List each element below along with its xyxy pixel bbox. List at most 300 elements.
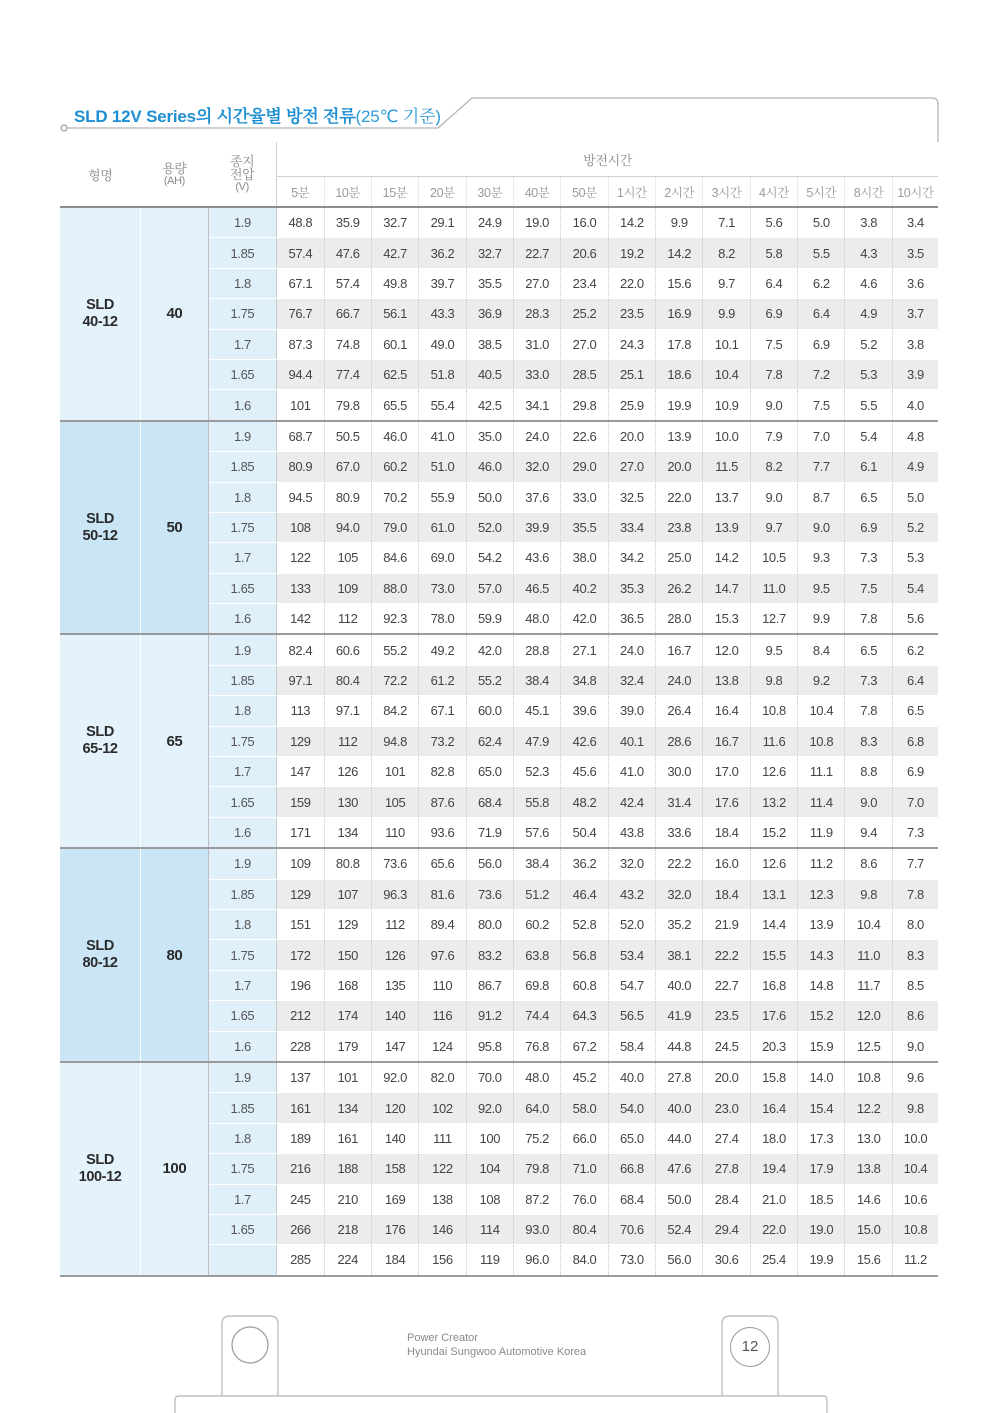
current-value-cell: 65.0 [466, 757, 513, 787]
current-value-cell: 216 [277, 1154, 324, 1184]
current-value-cell: 70.0 [466, 1062, 513, 1093]
current-value-cell: 28.6 [656, 726, 703, 756]
current-value-cell: 245 [277, 1184, 324, 1214]
current-value-cell: 43.8 [608, 817, 655, 848]
current-value-cell: 4.0 [892, 390, 938, 421]
current-value-cell: 8.2 [703, 238, 750, 268]
current-value-cell: 40.0 [656, 970, 703, 1000]
current-value-cell: 32.7 [371, 207, 418, 238]
capacity-cell: 40 [141, 207, 209, 421]
end-voltage-cell [208, 1245, 277, 1276]
end-voltage-cell: 1.8 [208, 482, 277, 512]
current-value-cell: 9.9 [798, 604, 845, 635]
current-value-cell: 9.8 [750, 665, 797, 695]
current-value-cell: 13.2 [750, 787, 797, 817]
current-value-cell: 48.8 [277, 207, 324, 238]
current-value-cell: 29.4 [703, 1214, 750, 1244]
current-value-cell: 73.2 [419, 726, 466, 756]
current-value-cell: 84.0 [561, 1245, 608, 1276]
current-value-cell: 80.4 [324, 665, 371, 695]
current-value-cell: 15.6 [656, 268, 703, 298]
current-value-cell: 34.1 [513, 390, 560, 421]
current-value-cell: 67.1 [277, 268, 324, 298]
current-value-cell: 126 [324, 757, 371, 787]
current-value-cell: 37.6 [513, 482, 560, 512]
current-value-cell: 24.0 [656, 665, 703, 695]
current-value-cell: 61.2 [419, 665, 466, 695]
current-value-cell: 38.4 [513, 848, 560, 879]
current-value-cell: 35.5 [561, 512, 608, 542]
time-header-cell: 20분 [419, 177, 466, 208]
current-value-cell: 138 [419, 1184, 466, 1214]
current-value-cell: 104 [466, 1154, 513, 1184]
time-header-cell: 4시간 [750, 177, 797, 208]
current-value-cell: 59.9 [466, 604, 513, 635]
current-value-cell: 112 [371, 909, 418, 939]
current-value-cell: 11.2 [892, 1245, 938, 1276]
end-voltage-cell: 1.8 [208, 696, 277, 726]
current-value-cell: 6.9 [892, 757, 938, 787]
current-value-cell: 137 [277, 1062, 324, 1093]
current-value-cell: 6.9 [750, 299, 797, 329]
current-value-cell: 109 [277, 848, 324, 879]
current-value-cell: 32.7 [466, 238, 513, 268]
current-value-cell: 70.2 [371, 482, 418, 512]
current-value-cell: 25.2 [561, 299, 608, 329]
current-value-cell: 7.2 [798, 359, 845, 389]
current-value-cell: 96.3 [371, 879, 418, 909]
current-value-cell: 11.0 [845, 940, 892, 970]
current-value-cell: 126 [371, 940, 418, 970]
end-voltage-cell: 1.7 [208, 543, 277, 573]
header-capacity [141, 142, 209, 207]
end-voltage-cell: 1.9 [208, 848, 277, 879]
current-value-cell: 7.3 [845, 665, 892, 695]
current-value-cell: 102 [419, 1093, 466, 1123]
current-value-cell: 72.2 [371, 665, 418, 695]
model-name-line2: 50-12 [82, 527, 118, 544]
current-value-cell: 33.6 [656, 817, 703, 848]
current-value-cell: 87.6 [419, 787, 466, 817]
current-value-cell: 5.0 [798, 207, 845, 238]
current-value-cell: 159 [277, 787, 324, 817]
current-value-cell: 57.6 [513, 817, 560, 848]
current-value-cell: 56.0 [656, 1245, 703, 1276]
current-value-cell: 10.9 [703, 390, 750, 421]
current-value-cell: 15.4 [798, 1093, 845, 1123]
time-header-cell: 8시간 [845, 177, 892, 208]
end-voltage-cell: 1.6 [208, 604, 277, 635]
current-value-cell: 10.4 [845, 909, 892, 939]
current-value-cell: 27.1 [561, 634, 608, 665]
discharge-current-table [60, 142, 938, 1277]
current-value-cell: 7.7 [798, 452, 845, 482]
current-value-cell: 22.0 [750, 1214, 797, 1244]
current-value-cell: 50.0 [466, 482, 513, 512]
current-value-cell: 83.2 [466, 940, 513, 970]
current-value-cell: 46.0 [466, 452, 513, 482]
current-value-cell: 47.6 [656, 1154, 703, 1184]
current-value-cell: 38.4 [513, 665, 560, 695]
current-value-cell: 18.6 [656, 359, 703, 389]
current-value-cell: 48.2 [561, 787, 608, 817]
current-value-cell: 74.4 [513, 1001, 560, 1031]
current-value-cell: 5.6 [750, 207, 797, 238]
current-value-cell: 9.8 [892, 1093, 938, 1123]
end-voltage-cell: 1.65 [208, 1214, 277, 1244]
header-end-voltage [208, 142, 277, 207]
current-value-cell: 22.7 [703, 970, 750, 1000]
current-value-cell: 22.7 [513, 238, 560, 268]
current-value-cell: 9.7 [703, 268, 750, 298]
current-value-cell: 100 [466, 1123, 513, 1153]
current-value-cell: 9.2 [798, 665, 845, 695]
current-value-cell: 224 [324, 1245, 371, 1276]
current-value-cell: 69.8 [513, 970, 560, 1000]
current-value-cell: 36.9 [466, 299, 513, 329]
current-value-cell: 49.2 [419, 634, 466, 665]
current-value-cell: 8.0 [892, 909, 938, 939]
current-value-cell: 20.0 [608, 421, 655, 452]
current-value-cell: 134 [324, 817, 371, 848]
current-value-cell: 73.6 [466, 879, 513, 909]
current-value-cell: 39.9 [513, 512, 560, 542]
current-value-cell: 14.3 [798, 940, 845, 970]
current-value-cell: 210 [324, 1184, 371, 1214]
current-value-cell: 28.8 [513, 634, 560, 665]
current-value-cell: 27.0 [513, 268, 560, 298]
current-value-cell: 5.3 [892, 543, 938, 573]
current-value-cell: 73.0 [608, 1245, 655, 1276]
end-voltage-cell: 1.75 [208, 299, 277, 329]
current-value-cell: 11.0 [750, 573, 797, 603]
model-cell [60, 207, 141, 421]
current-value-cell: 25.9 [608, 390, 655, 421]
end-voltage-cell: 1.9 [208, 634, 277, 665]
time-header-cell: 40분 [513, 177, 560, 208]
current-value-cell: 7.5 [845, 573, 892, 603]
end-voltage-cell: 1.65 [208, 573, 277, 603]
current-value-cell: 67.1 [419, 696, 466, 726]
current-value-cell: 54.2 [466, 543, 513, 573]
current-value-cell: 10.4 [703, 359, 750, 389]
current-value-cell: 10.8 [892, 1214, 938, 1244]
current-value-cell: 47.9 [513, 726, 560, 756]
current-value-cell: 4.9 [845, 299, 892, 329]
current-value-cell: 76.0 [561, 1184, 608, 1214]
current-value-cell: 28.4 [703, 1184, 750, 1214]
end-voltage-cell: 1.7 [208, 970, 277, 1000]
current-value-cell: 38.1 [656, 940, 703, 970]
current-value-cell: 80.9 [324, 482, 371, 512]
current-value-cell: 6.5 [892, 696, 938, 726]
end-voltage-cell: 1.65 [208, 787, 277, 817]
current-value-cell: 9.9 [703, 299, 750, 329]
current-value-cell: 73.0 [419, 573, 466, 603]
current-value-cell: 156 [419, 1245, 466, 1276]
current-value-cell: 55.8 [513, 787, 560, 817]
current-value-cell: 15.2 [798, 1001, 845, 1031]
current-value-cell: 11.5 [703, 452, 750, 482]
header-capacity-label: 용량 [162, 160, 187, 176]
current-value-cell: 76.7 [277, 299, 324, 329]
current-value-cell: 3.4 [892, 207, 938, 238]
current-value-cell: 12.3 [798, 879, 845, 909]
current-value-cell: 25.1 [608, 359, 655, 389]
current-value-cell: 48.0 [513, 604, 560, 635]
current-value-cell: 13.7 [703, 482, 750, 512]
time-header-cell: 10분 [324, 177, 371, 208]
current-value-cell: 8.5 [892, 970, 938, 1000]
current-value-cell: 147 [371, 1031, 418, 1062]
model-name-line1: SLD [86, 510, 114, 527]
current-value-cell: 65.6 [419, 848, 466, 879]
title-condition: (25℃ 기준) [355, 107, 441, 126]
current-value-cell: 112 [324, 604, 371, 635]
current-value-cell: 7.7 [892, 848, 938, 879]
current-value-cell: 44.0 [656, 1123, 703, 1153]
current-value-cell: 64.3 [561, 1001, 608, 1031]
current-value-cell: 3.6 [892, 268, 938, 298]
current-value-cell: 86.7 [466, 970, 513, 1000]
time-header-cell: 10시간 [892, 177, 938, 208]
current-value-cell: 58.4 [608, 1031, 655, 1062]
current-value-cell: 41.0 [608, 757, 655, 787]
current-value-cell: 29.0 [561, 452, 608, 482]
current-value-cell: 17.8 [656, 329, 703, 359]
current-value-cell: 101 [371, 757, 418, 787]
current-value-cell: 39.7 [419, 268, 466, 298]
end-voltage-cell: 1.7 [208, 757, 277, 787]
current-value-cell: 74.8 [324, 329, 371, 359]
model-name-line1: SLD [86, 1151, 114, 1168]
current-value-cell: 71.0 [561, 1154, 608, 1184]
current-value-cell: 94.8 [371, 726, 418, 756]
model-cell [60, 1062, 141, 1276]
current-value-cell: 10.8 [845, 1062, 892, 1093]
current-value-cell: 9.8 [845, 879, 892, 909]
current-value-cell: 12.5 [845, 1031, 892, 1062]
current-value-cell: 50.5 [324, 421, 371, 452]
current-value-cell: 60.2 [371, 452, 418, 482]
current-value-cell: 29.1 [419, 207, 466, 238]
current-value-cell: 82.4 [277, 634, 324, 665]
current-value-cell: 45.2 [561, 1062, 608, 1093]
current-value-cell: 107 [324, 879, 371, 909]
current-value-cell: 28.3 [513, 299, 560, 329]
end-voltage-cell: 1.65 [208, 1001, 277, 1031]
current-value-cell: 9.7 [750, 512, 797, 542]
current-value-cell: 15.0 [845, 1214, 892, 1244]
current-value-cell: 228 [277, 1031, 324, 1062]
current-value-cell: 46.0 [371, 421, 418, 452]
current-value-cell: 15.9 [798, 1031, 845, 1062]
current-value-cell: 45.1 [513, 696, 560, 726]
current-value-cell: 161 [324, 1123, 371, 1153]
current-value-cell: 13.1 [750, 879, 797, 909]
current-value-cell: 285 [277, 1245, 324, 1276]
current-value-cell: 51.2 [513, 879, 560, 909]
current-value-cell: 24.9 [466, 207, 513, 238]
model-name-line2: 40-12 [82, 313, 118, 330]
current-value-cell: 19.9 [656, 390, 703, 421]
current-value-cell: 68.7 [277, 421, 324, 452]
current-value-cell: 20.0 [656, 452, 703, 482]
page-footer [0, 1300, 1000, 1413]
current-value-cell: 12.2 [845, 1093, 892, 1123]
current-value-cell: 27.8 [703, 1154, 750, 1184]
current-value-cell: 169 [371, 1184, 418, 1214]
current-value-cell: 13.0 [845, 1123, 892, 1153]
end-voltage-cell: 1.8 [208, 268, 277, 298]
current-value-cell: 40.5 [466, 359, 513, 389]
current-value-cell: 92.0 [371, 1062, 418, 1093]
header-capacity-unit: (AH) [163, 174, 185, 187]
end-voltage-cell: 1.75 [208, 726, 277, 756]
current-value-cell: 52.3 [513, 757, 560, 787]
current-value-cell: 57.0 [466, 573, 513, 603]
current-value-cell: 65.0 [608, 1123, 655, 1153]
table-row [60, 634, 938, 665]
current-value-cell: 7.3 [892, 817, 938, 848]
current-value-cell: 23.0 [703, 1093, 750, 1123]
current-value-cell: 14.2 [703, 543, 750, 573]
end-voltage-cell: 1.75 [208, 940, 277, 970]
current-value-cell: 87.2 [513, 1184, 560, 1214]
current-value-cell: 6.4 [798, 299, 845, 329]
current-value-cell: 80.8 [324, 848, 371, 879]
current-value-cell: 24.3 [608, 329, 655, 359]
current-value-cell: 65.5 [371, 390, 418, 421]
current-value-cell: 27.4 [703, 1123, 750, 1153]
current-value-cell: 54.7 [608, 970, 655, 1000]
current-value-cell: 40.0 [656, 1093, 703, 1123]
current-value-cell: 78.0 [419, 604, 466, 635]
current-value-cell: 120 [371, 1093, 418, 1123]
current-value-cell: 19.4 [750, 1154, 797, 1184]
current-value-cell: 82.8 [419, 757, 466, 787]
current-value-cell: 40.2 [561, 573, 608, 603]
end-voltage-cell: 1.65 [208, 359, 277, 389]
model-cell [60, 848, 141, 1062]
end-voltage-cell: 1.8 [208, 1123, 277, 1153]
current-value-cell: 36.5 [608, 604, 655, 635]
current-value-cell: 6.5 [845, 482, 892, 512]
current-value-cell: 16.9 [656, 299, 703, 329]
current-value-cell: 28.5 [561, 359, 608, 389]
current-value-cell: 92.3 [371, 604, 418, 635]
current-value-cell: 5.3 [845, 359, 892, 389]
current-value-cell: 14.7 [703, 573, 750, 603]
current-value-cell: 38.5 [466, 329, 513, 359]
current-value-cell: 57.4 [324, 268, 371, 298]
current-value-cell: 129 [277, 879, 324, 909]
time-header-cell: 1시간 [608, 177, 655, 208]
current-value-cell: 47.6 [324, 238, 371, 268]
current-value-cell: 6.9 [798, 329, 845, 359]
current-value-cell: 9.5 [798, 573, 845, 603]
current-value-cell: 14.0 [798, 1062, 845, 1093]
current-value-cell: 6.9 [845, 512, 892, 542]
current-value-cell: 22.2 [703, 940, 750, 970]
current-value-cell: 68.4 [466, 787, 513, 817]
current-value-cell: 51.0 [419, 452, 466, 482]
current-value-cell: 60.1 [371, 329, 418, 359]
table-row [60, 1062, 938, 1093]
current-value-cell: 11.2 [798, 848, 845, 879]
current-value-cell: 55.2 [466, 665, 513, 695]
current-value-cell: 10.8 [750, 696, 797, 726]
header-end-voltage-unit: (V) [235, 181, 249, 193]
current-value-cell: 16.7 [703, 726, 750, 756]
model-cell [60, 634, 141, 848]
current-value-cell: 24.5 [703, 1031, 750, 1062]
end-voltage-cell: 1.75 [208, 512, 277, 542]
current-value-cell: 12.6 [750, 848, 797, 879]
current-value-cell: 140 [371, 1123, 418, 1153]
current-value-cell: 34.8 [561, 665, 608, 695]
current-value-cell: 15.3 [703, 604, 750, 635]
current-value-cell: 96.0 [513, 1245, 560, 1276]
model-name-line1: SLD [86, 724, 114, 741]
current-value-cell: 7.8 [750, 359, 797, 389]
current-value-cell: 21.9 [703, 909, 750, 939]
current-value-cell: 35.2 [656, 909, 703, 939]
current-value-cell: 212 [277, 1001, 324, 1031]
header-end-voltage-line1: 종지 [229, 154, 255, 169]
current-value-cell: 5.2 [892, 512, 938, 542]
capacity-cell: 80 [141, 848, 209, 1062]
current-value-cell: 20.6 [561, 238, 608, 268]
model-name-line2: 65-12 [82, 741, 118, 758]
current-value-cell: 28.0 [656, 604, 703, 635]
current-value-cell: 3.8 [845, 207, 892, 238]
current-value-cell: 8.8 [845, 757, 892, 787]
current-value-cell: 71.9 [466, 817, 513, 848]
capacity-cell: 50 [141, 421, 209, 635]
end-voltage-cell: 1.8 [208, 909, 277, 939]
current-value-cell: 176 [371, 1214, 418, 1244]
current-value-cell: 58.0 [561, 1093, 608, 1123]
current-value-cell: 7.0 [892, 787, 938, 817]
end-voltage-cell: 1.85 [208, 879, 277, 909]
current-value-cell: 94.4 [277, 359, 324, 389]
current-value-cell: 129 [324, 909, 371, 939]
current-value-cell: 147 [277, 757, 324, 787]
current-value-cell: 97.1 [324, 696, 371, 726]
current-value-cell: 32.5 [608, 482, 655, 512]
current-value-cell: 92.0 [466, 1093, 513, 1123]
end-voltage-cell: 1.7 [208, 329, 277, 359]
current-value-cell: 40.0 [608, 1062, 655, 1093]
current-value-cell: 9.0 [892, 1031, 938, 1062]
time-header-cell: 50분 [561, 177, 608, 208]
current-value-cell: 9.0 [798, 512, 845, 542]
current-value-cell: 23.4 [561, 268, 608, 298]
current-value-cell: 9.0 [750, 482, 797, 512]
page-number: 12 [730, 1327, 770, 1367]
model-name-line2: 80-12 [82, 955, 118, 972]
current-value-cell: 9.4 [845, 817, 892, 848]
current-value-cell: 53.4 [608, 940, 655, 970]
table-row [60, 421, 938, 452]
current-value-cell: 87.3 [277, 329, 324, 359]
current-value-cell: 124 [419, 1031, 466, 1062]
current-value-cell: 63.8 [513, 940, 560, 970]
current-value-cell: 43.2 [608, 879, 655, 909]
current-value-cell: 48.0 [513, 1062, 560, 1093]
current-value-cell: 18.5 [798, 1184, 845, 1214]
